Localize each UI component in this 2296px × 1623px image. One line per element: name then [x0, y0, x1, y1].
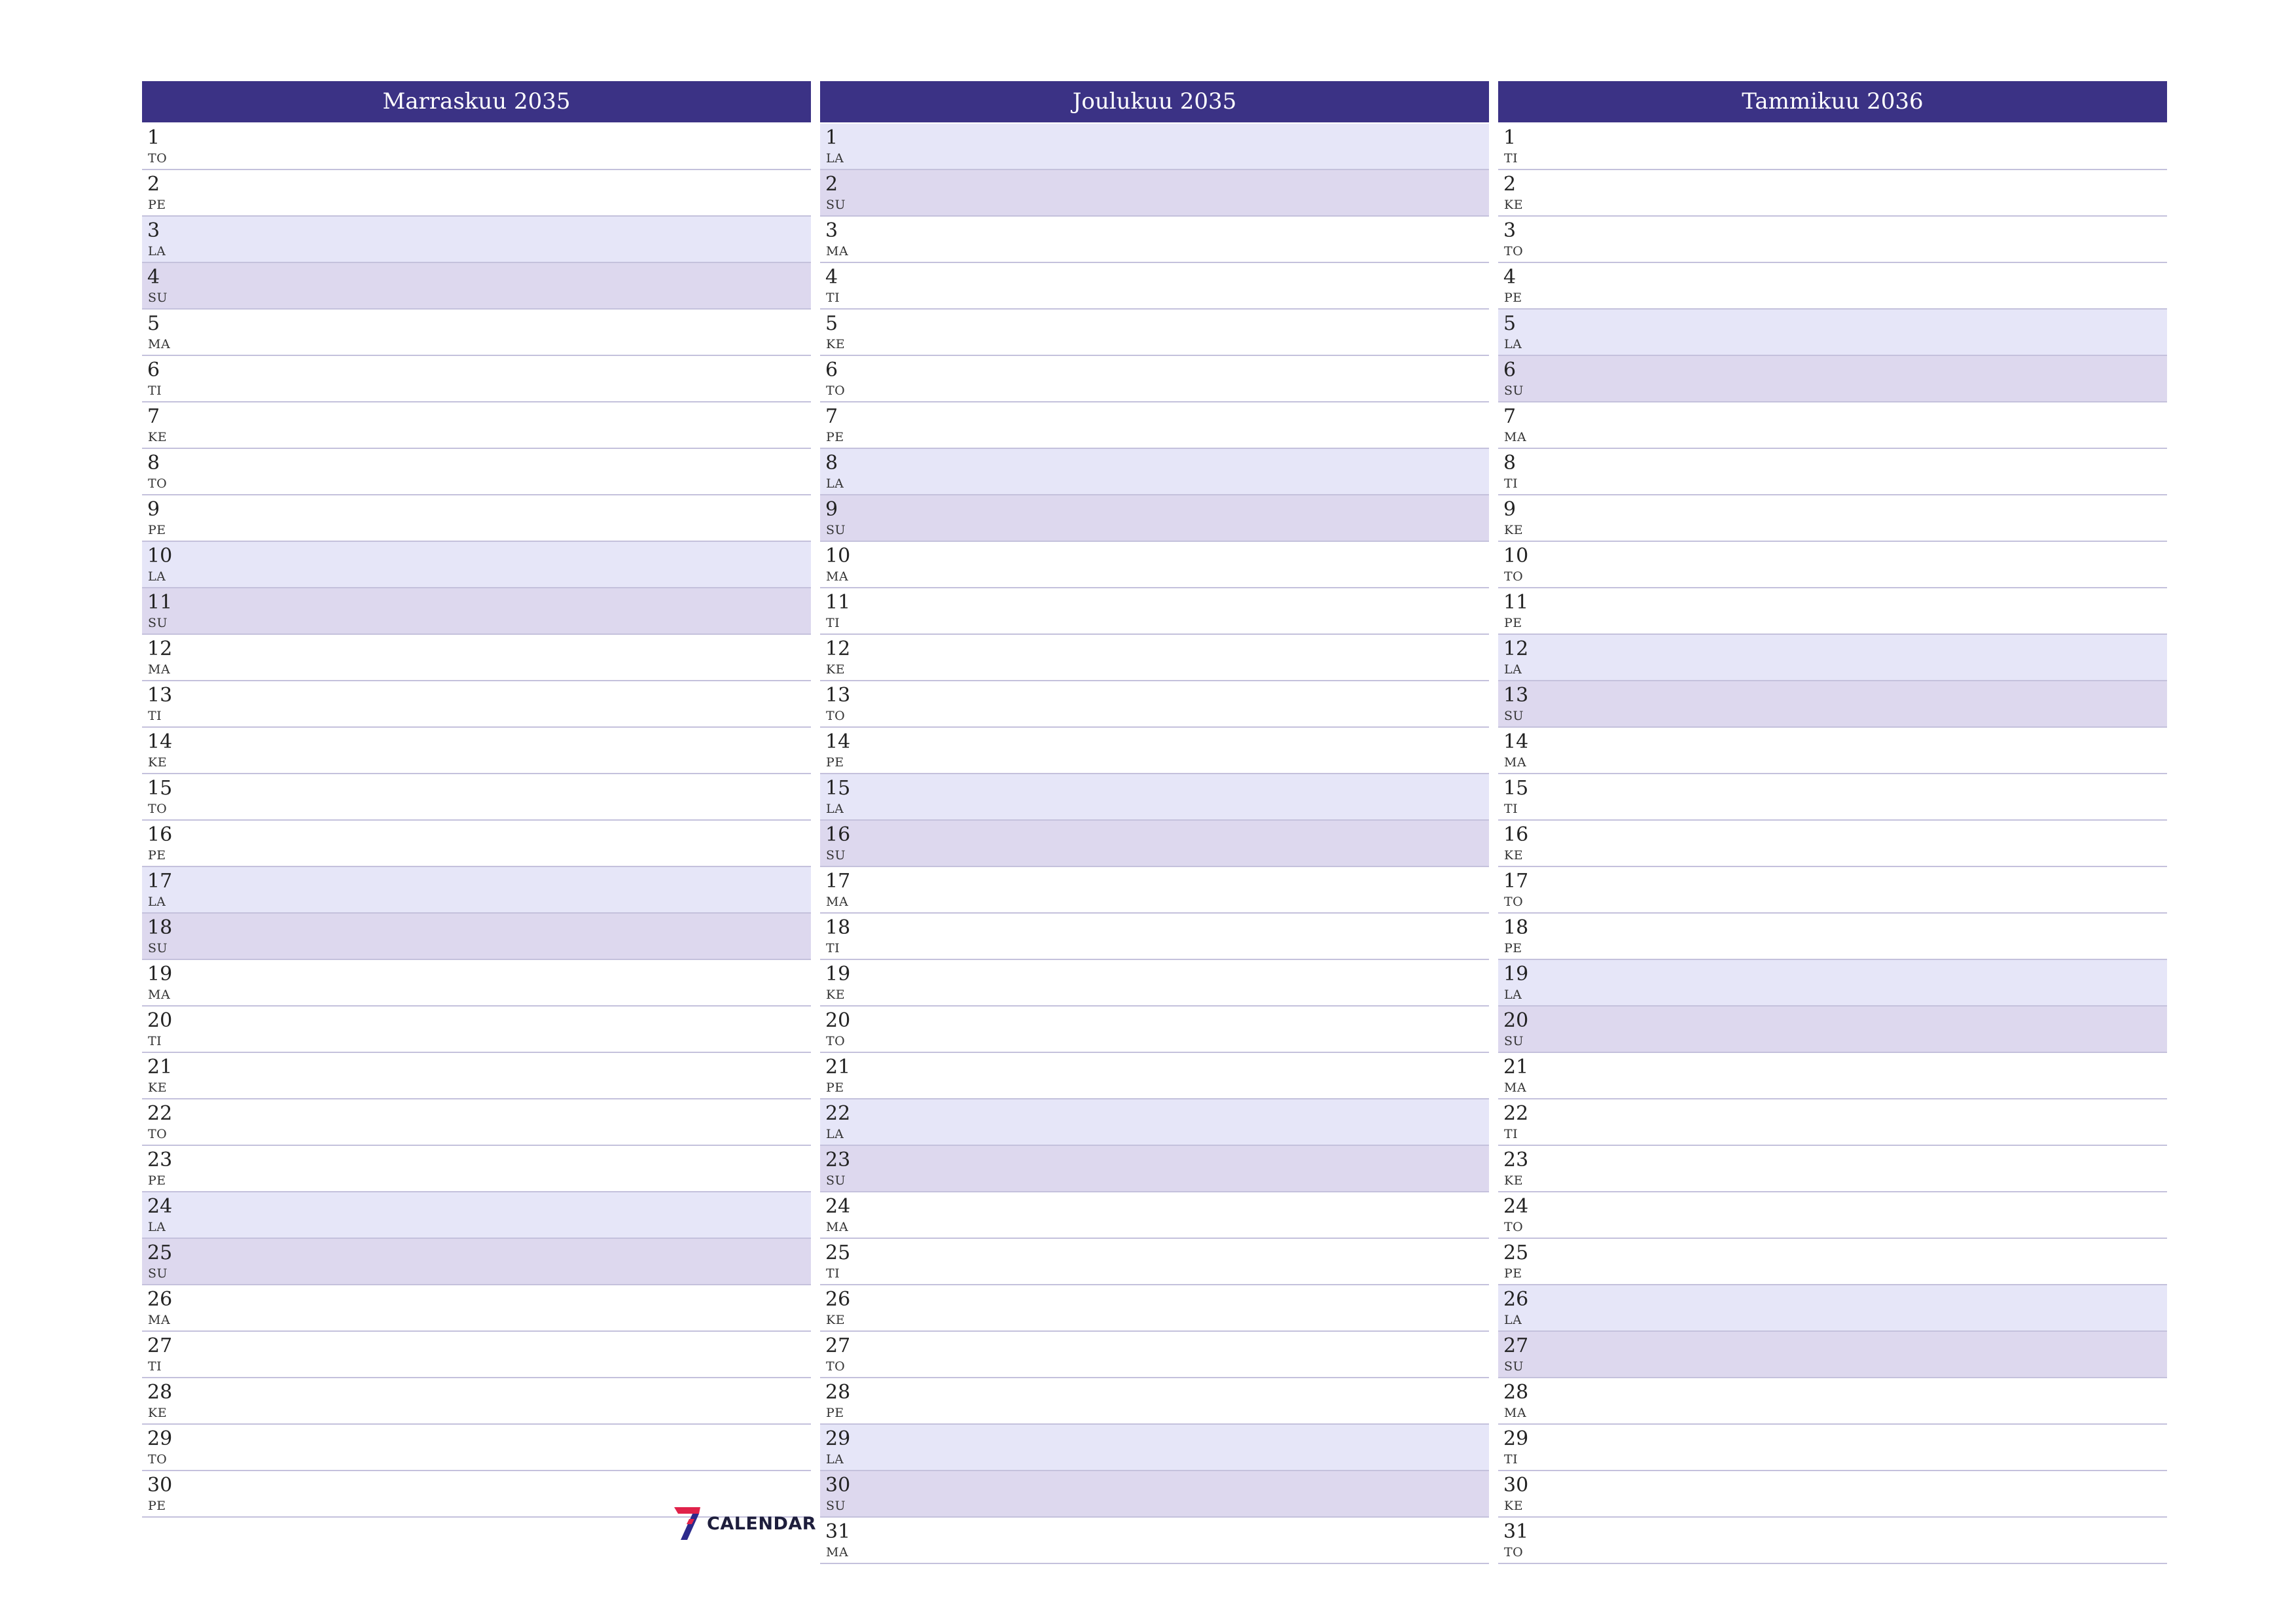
weekday-abbr: PE [148, 1499, 166, 1513]
weekday-abbr: TI [148, 383, 162, 398]
day-number: 20 [1503, 1009, 1529, 1032]
day-number: 26 [825, 1288, 851, 1311]
weekday-abbr: MA [826, 569, 849, 584]
weekday-abbr: KE [1504, 198, 1524, 212]
day-number: 28 [1503, 1381, 1529, 1404]
day-number: 15 [147, 777, 173, 800]
day-number: 30 [825, 1474, 851, 1497]
weekday-abbr: TI [148, 709, 162, 723]
weekday-abbr: KE [1504, 1173, 1524, 1188]
weekday-abbr: MA [148, 1313, 171, 1327]
day-row [820, 1099, 1489, 1146]
day-row [1498, 356, 2167, 402]
weekday-abbr: LA [148, 895, 166, 909]
day-row [142, 542, 811, 588]
day-number: 15 [1503, 777, 1529, 800]
day-list [820, 124, 1489, 1564]
day-row [820, 1425, 1489, 1471]
day-number: 5 [147, 312, 160, 335]
day-number: 5 [1503, 312, 1516, 335]
day-number: 17 [147, 870, 173, 893]
weekday-abbr: KE [826, 662, 846, 677]
weekday-abbr: LA [826, 1452, 844, 1467]
weekday-abbr: TI [826, 291, 840, 305]
day-number: 29 [147, 1427, 173, 1450]
weekday-abbr: TO [826, 709, 846, 723]
day-row [820, 356, 1489, 402]
weekday-abbr: SU [1504, 1034, 1524, 1048]
day-row [142, 1192, 811, 1239]
day-row [820, 1332, 1489, 1378]
day-number: 16 [1503, 823, 1529, 846]
weekday-abbr: SU [826, 1173, 846, 1188]
day-row [820, 263, 1489, 310]
day-number: 4 [147, 266, 160, 289]
weekday-abbr: PE [826, 1406, 844, 1420]
day-row [1498, 1285, 2167, 1332]
day-row [1498, 402, 2167, 449]
weekday-abbr: SU [148, 616, 168, 630]
weekday-abbr: SU [148, 291, 168, 305]
day-row [1498, 310, 2167, 356]
day-row [142, 914, 811, 960]
day-number: 20 [147, 1009, 173, 1032]
day-number: 6 [1503, 359, 1516, 382]
day-number: 29 [1503, 1427, 1529, 1450]
day-number: 16 [147, 823, 173, 846]
weekday-abbr: LA [148, 244, 166, 259]
weekday-abbr: KE [148, 1406, 168, 1420]
weekday-abbr: KE [1504, 523, 1524, 537]
day-row [1498, 1239, 2167, 1285]
weekday-abbr: PE [826, 755, 844, 770]
day-number: 20 [825, 1009, 851, 1032]
day-row [142, 821, 811, 867]
day-number: 7 [825, 405, 838, 428]
weekday-abbr: KE [826, 337, 846, 351]
weekday-abbr: TI [1504, 1127, 1518, 1141]
day-number: 10 [147, 544, 173, 567]
day-row [142, 635, 811, 681]
day-row [1498, 821, 2167, 867]
day-row [142, 1332, 811, 1378]
weekday-abbr: PE [148, 523, 166, 537]
day-row [820, 728, 1489, 774]
weekday-abbr: TO [826, 1034, 846, 1048]
day-row [1498, 1007, 2167, 1053]
weekday-abbr: TI [148, 1359, 162, 1374]
day-number: 10 [825, 544, 851, 567]
day-number: 14 [1503, 730, 1529, 753]
day-row [820, 681, 1489, 728]
weekday-abbr: PE [1504, 616, 1522, 630]
day-row [1498, 170, 2167, 217]
day-number: 2 [147, 173, 160, 196]
day-number: 25 [825, 1241, 851, 1264]
day-row [1498, 1378, 2167, 1425]
day-row [142, 1239, 811, 1285]
logo-text: CALENDAR [707, 1513, 817, 1534]
weekday-abbr: LA [148, 569, 166, 584]
day-row [820, 821, 1489, 867]
day-row [1498, 867, 2167, 914]
day-number: 9 [825, 498, 838, 521]
weekday-abbr: PE [826, 430, 844, 444]
month-column-0 [142, 81, 811, 1518]
weekday-abbr: KE [148, 755, 168, 770]
month-title: Joulukuu 2035 [820, 81, 1489, 122]
day-row [820, 495, 1489, 542]
day-row [820, 217, 1489, 263]
day-number: 7 [147, 405, 160, 428]
day-row [142, 588, 811, 635]
day-number: 16 [825, 823, 851, 846]
day-row [142, 1378, 811, 1425]
day-number: 21 [147, 1056, 173, 1079]
weekday-abbr: SU [826, 1499, 846, 1513]
day-row [820, 1471, 1489, 1518]
day-row [1498, 1518, 2167, 1564]
day-number: 25 [1503, 1241, 1529, 1264]
day-number: 8 [825, 452, 838, 474]
weekday-abbr: PE [1504, 1266, 1522, 1281]
day-number: 14 [825, 730, 851, 753]
day-number: 27 [147, 1334, 173, 1357]
day-number: 2 [1503, 173, 1516, 196]
day-row [1498, 1099, 2167, 1146]
weekday-abbr: TI [1504, 476, 1518, 491]
day-row [142, 402, 811, 449]
weekday-abbr: PE [148, 848, 166, 863]
weekday-abbr: SU [1504, 383, 1524, 398]
weekday-abbr: MA [1504, 1080, 1527, 1095]
weekday-abbr: TO [148, 1127, 168, 1141]
day-number: 14 [147, 730, 173, 753]
day-row [1498, 1192, 2167, 1239]
day-number: 15 [825, 777, 851, 800]
day-row [820, 635, 1489, 681]
day-list [142, 124, 811, 1518]
day-number: 11 [1503, 591, 1529, 614]
weekday-abbr: KE [148, 430, 168, 444]
seven-logo-icon [673, 1506, 702, 1541]
day-row [142, 170, 811, 217]
day-number: 4 [825, 266, 838, 289]
day-number: 17 [825, 870, 851, 893]
day-row [820, 542, 1489, 588]
day-row [1498, 1332, 2167, 1378]
day-row [142, 774, 811, 821]
day-number: 3 [1503, 219, 1516, 242]
day-number: 27 [825, 1334, 851, 1357]
day-number: 7 [1503, 405, 1516, 428]
weekday-abbr: KE [148, 1080, 168, 1095]
day-row [142, 1425, 811, 1471]
day-number: 1 [147, 126, 160, 149]
day-number: 19 [1503, 963, 1529, 986]
day-number: 8 [147, 452, 160, 474]
day-number: 21 [825, 1056, 851, 1079]
weekday-abbr: MA [148, 337, 171, 351]
day-row [820, 1378, 1489, 1425]
weekday-abbr: SU [148, 1266, 168, 1281]
day-row [142, 1285, 811, 1332]
day-row [820, 449, 1489, 495]
weekday-abbr: LA [826, 1127, 844, 1141]
weekday-abbr: LA [826, 151, 844, 166]
weekday-abbr: SU [826, 523, 846, 537]
weekday-abbr: LA [826, 476, 844, 491]
day-row [820, 402, 1489, 449]
weekday-abbr: MA [826, 895, 849, 909]
day-row [1498, 774, 2167, 821]
day-row [142, 1099, 811, 1146]
weekday-abbr: SU [826, 198, 846, 212]
weekday-abbr: SU [148, 941, 168, 955]
weekday-abbr: MA [826, 1220, 849, 1234]
day-number: 6 [825, 359, 838, 382]
day-row [1498, 1053, 2167, 1099]
weekday-abbr: MA [826, 244, 849, 259]
day-row [142, 960, 811, 1007]
weekday-abbr: LA [1504, 337, 1522, 351]
day-row [1498, 1471, 2167, 1518]
day-row [820, 310, 1489, 356]
weekday-abbr: MA [148, 988, 171, 1002]
day-number: 21 [1503, 1056, 1529, 1079]
weekday-abbr: KE [826, 988, 846, 1002]
day-number: 13 [825, 684, 851, 707]
day-row [1498, 124, 2167, 170]
day-row [1498, 495, 2167, 542]
day-number: 2 [825, 173, 838, 196]
day-row [142, 867, 811, 914]
day-row [142, 124, 811, 170]
day-number: 11 [147, 591, 173, 614]
day-number: 28 [825, 1381, 851, 1404]
day-number: 5 [825, 312, 838, 335]
day-number: 19 [147, 963, 173, 986]
day-row [820, 1053, 1489, 1099]
day-number: 18 [1503, 916, 1529, 939]
month-column-2 [1498, 81, 2167, 1564]
day-row [1498, 1425, 2167, 1471]
day-number: 24 [825, 1195, 851, 1218]
weekday-abbr: LA [826, 802, 844, 816]
weekday-abbr: MA [1504, 1406, 1527, 1420]
day-row [1498, 263, 2167, 310]
day-row [820, 1239, 1489, 1285]
weekday-abbr: TO [148, 1452, 168, 1467]
day-number: 13 [147, 684, 173, 707]
day-number: 28 [147, 1381, 173, 1404]
day-number: 30 [1503, 1474, 1529, 1497]
day-number: 22 [825, 1102, 851, 1125]
weekday-abbr: LA [1504, 988, 1522, 1002]
day-row [1498, 588, 2167, 635]
weekday-abbr: LA [1504, 1313, 1522, 1327]
day-row [1498, 449, 2167, 495]
weekday-abbr: SU [1504, 709, 1524, 723]
day-row [142, 356, 811, 402]
day-row [1498, 1146, 2167, 1192]
day-row [1498, 914, 2167, 960]
weekday-abbr: TO [1504, 1220, 1524, 1234]
day-row [142, 217, 811, 263]
day-number: 4 [1503, 266, 1516, 289]
weekday-abbr: KE [1504, 848, 1524, 863]
day-number: 24 [1503, 1195, 1529, 1218]
day-row [142, 681, 811, 728]
weekday-abbr: TO [826, 383, 846, 398]
day-number: 31 [1503, 1520, 1529, 1543]
day-row [820, 867, 1489, 914]
weekday-abbr: SU [826, 848, 846, 863]
day-number: 24 [147, 1195, 173, 1218]
day-row [1498, 542, 2167, 588]
day-number: 9 [1503, 498, 1516, 521]
day-row [820, 1518, 1489, 1564]
day-row [142, 1053, 811, 1099]
day-row [1498, 681, 2167, 728]
day-row [820, 170, 1489, 217]
weekday-abbr: PE [1504, 941, 1522, 955]
weekday-abbr: TO [148, 151, 168, 166]
day-row [142, 1007, 811, 1053]
day-number: 23 [825, 1149, 851, 1171]
weekday-abbr: TO [1504, 569, 1524, 584]
day-number: 22 [147, 1102, 173, 1125]
weekday-abbr: TI [826, 941, 840, 955]
month-title: Marraskuu 2035 [142, 81, 811, 122]
weekday-abbr: MA [1504, 430, 1527, 444]
weekday-abbr: TO [1504, 895, 1524, 909]
day-number: 12 [825, 637, 851, 660]
month-column-1 [820, 81, 1489, 1564]
weekday-abbr: TO [148, 476, 168, 491]
day-number: 23 [1503, 1149, 1529, 1171]
weekday-abbr: TI [1504, 1452, 1518, 1467]
day-number: 3 [147, 219, 160, 242]
day-number: 3 [825, 219, 838, 242]
weekday-abbr: PE [826, 1080, 844, 1095]
day-number: 25 [147, 1241, 173, 1264]
weekday-abbr: TI [1504, 151, 1518, 166]
day-row [820, 124, 1489, 170]
day-number: 6 [147, 359, 160, 382]
day-number: 13 [1503, 684, 1529, 707]
weekday-abbr: TO [1504, 244, 1524, 259]
day-row [820, 1007, 1489, 1053]
weekday-abbr: TI [826, 616, 840, 630]
day-number: 18 [825, 916, 851, 939]
day-number: 29 [825, 1427, 851, 1450]
weekday-abbr: MA [1504, 755, 1527, 770]
weekday-abbr: PE [148, 198, 166, 212]
weekday-abbr: TO [826, 1359, 846, 1374]
day-number: 19 [825, 963, 851, 986]
day-row [820, 914, 1489, 960]
weekday-abbr: LA [148, 1220, 166, 1234]
day-number: 22 [1503, 1102, 1529, 1125]
day-row [1498, 960, 2167, 1007]
day-row [820, 774, 1489, 821]
day-row [142, 449, 811, 495]
weekday-abbr: PE [148, 1173, 166, 1188]
weekday-abbr: TO [148, 802, 168, 816]
day-number: 30 [147, 1474, 173, 1497]
day-row [142, 263, 811, 310]
day-number: 12 [147, 637, 173, 660]
day-row [142, 1146, 811, 1192]
weekday-abbr: SU [1504, 1359, 1524, 1374]
day-row [1498, 728, 2167, 774]
day-number: 8 [1503, 452, 1516, 474]
weekday-abbr: LA [1504, 662, 1522, 677]
day-list [1498, 124, 2167, 1564]
day-number: 10 [1503, 544, 1529, 567]
day-row [142, 495, 811, 542]
day-number: 31 [825, 1520, 851, 1543]
day-row [142, 310, 811, 356]
day-number: 17 [1503, 870, 1529, 893]
day-row [820, 1192, 1489, 1239]
weekday-abbr: KE [826, 1313, 846, 1327]
day-row [1498, 217, 2167, 263]
weekday-abbr: TI [1504, 802, 1518, 816]
day-row [820, 1285, 1489, 1332]
brand-logo [673, 1505, 817, 1542]
month-title: Tammikuu 2036 [1498, 81, 2167, 122]
weekday-abbr: TO [1504, 1545, 1524, 1560]
day-row [820, 588, 1489, 635]
day-number: 9 [147, 498, 160, 521]
day-number: 18 [147, 916, 173, 939]
weekday-abbr: TI [148, 1034, 162, 1048]
day-number: 23 [147, 1149, 173, 1171]
weekday-abbr: PE [1504, 291, 1522, 305]
day-number: 11 [825, 591, 851, 614]
day-row [820, 1146, 1489, 1192]
day-number: 1 [1503, 126, 1516, 149]
day-number: 12 [1503, 637, 1529, 660]
day-number: 26 [1503, 1288, 1529, 1311]
day-row [1498, 635, 2167, 681]
weekday-abbr: MA [148, 662, 171, 677]
weekday-abbr: KE [1504, 1499, 1524, 1513]
day-row [142, 728, 811, 774]
day-number: 27 [1503, 1334, 1529, 1357]
day-number: 1 [825, 126, 838, 149]
weekday-abbr: TI [826, 1266, 840, 1281]
weekday-abbr: MA [826, 1545, 849, 1560]
day-number: 26 [147, 1288, 173, 1311]
day-row [820, 960, 1489, 1007]
